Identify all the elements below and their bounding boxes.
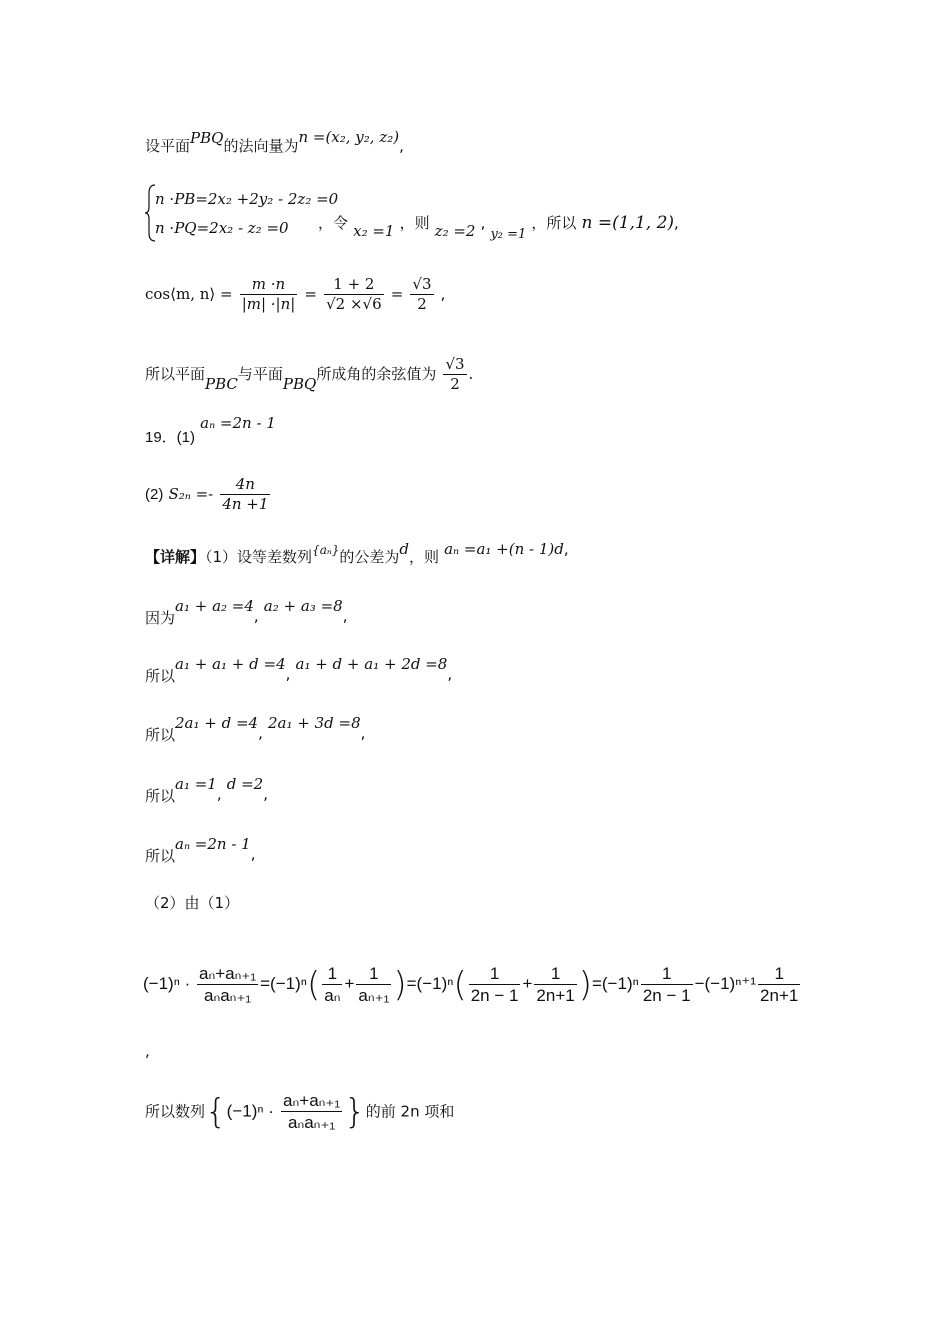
text: 所以平面 bbox=[145, 364, 206, 383]
text: , bbox=[440, 284, 446, 303]
numerator: 1 bbox=[322, 963, 342, 985]
equation: n =(1,1, 2) bbox=[581, 213, 675, 233]
left-paren: ( bbox=[453, 964, 467, 1005]
denominator: √2 ×√6 bbox=[326, 294, 382, 313]
fraction bbox=[758, 963, 800, 1007]
text: , bbox=[258, 724, 263, 742]
text: , bbox=[674, 214, 679, 232]
equation: S₂ₙ =- bbox=[168, 484, 214, 503]
fraction bbox=[410, 275, 433, 314]
text: , bbox=[216, 785, 222, 803]
equation: a₁ + a₁ + d =4 bbox=[175, 655, 286, 673]
fraction bbox=[443, 355, 466, 394]
equation: n ·PQ=2x₂ - z₂ =0 bbox=[155, 219, 289, 237]
text: , bbox=[250, 845, 256, 863]
fraction bbox=[197, 963, 258, 1007]
fraction bbox=[641, 963, 693, 1007]
question-19-part1 bbox=[145, 414, 276, 446]
detail-line bbox=[145, 540, 569, 566]
system-row-1 bbox=[155, 191, 338, 207]
equation: cos⟨m, n⟩ = bbox=[145, 284, 233, 303]
denominator: 2n − 1 bbox=[470, 986, 519, 1006]
text: , bbox=[360, 724, 366, 742]
text: 的法向量为 bbox=[223, 137, 299, 155]
step-3-line bbox=[145, 775, 268, 805]
denominator: aₙ₊₁ bbox=[358, 986, 390, 1006]
plane-label: PBQ bbox=[282, 374, 317, 393]
answer-line bbox=[145, 355, 473, 394]
denominator: 2n+1 bbox=[760, 986, 799, 1006]
denominator: 2n − 1 bbox=[642, 986, 691, 1006]
text: . bbox=[468, 364, 474, 383]
fraction bbox=[322, 963, 342, 1007]
text: 所以 bbox=[145, 726, 176, 744]
part-2-line bbox=[145, 895, 239, 911]
numerator: aₙ+aₙ₊₁ bbox=[281, 1090, 342, 1112]
plane-label: PBC bbox=[205, 374, 238, 393]
denominator: aₙ bbox=[324, 986, 341, 1006]
text: , bbox=[253, 607, 259, 625]
numerator: √3 bbox=[412, 275, 432, 293]
equation: z₂ =2 bbox=[434, 222, 476, 240]
text: , bbox=[480, 214, 486, 232]
plane-label: PBQ bbox=[190, 129, 224, 147]
text: 所成角的余弦值为 bbox=[316, 364, 437, 383]
fraction bbox=[220, 475, 270, 514]
term: =(−1)ⁿ bbox=[406, 974, 454, 994]
equation: 2a₁ + 3d =8 bbox=[267, 714, 361, 732]
equation: a₁ + d + a₁ + 2d =8 bbox=[295, 655, 448, 673]
text: , bbox=[285, 665, 291, 683]
normal-vector-line bbox=[145, 128, 404, 155]
text: , bbox=[342, 607, 348, 625]
detail-tag: 【详解】 bbox=[145, 548, 206, 566]
denominator: 4n +1 bbox=[222, 494, 269, 513]
sum-line bbox=[145, 1090, 454, 1134]
equation: a₁ =1 bbox=[175, 775, 217, 793]
equation: d =2 bbox=[226, 775, 264, 793]
numerator: aₙ+aₙ₊₁ bbox=[197, 963, 258, 985]
denominator: aₙaₙ₊₁ bbox=[288, 1113, 336, 1133]
numerator: 1 bbox=[534, 963, 576, 985]
operator: + bbox=[522, 974, 533, 994]
question-number: 19．(1) bbox=[145, 429, 196, 446]
because-line bbox=[145, 597, 348, 627]
denominator: 2n+1 bbox=[536, 986, 575, 1006]
term: =(−1)ⁿ bbox=[260, 974, 307, 994]
equation: aₙ =2n - 1 bbox=[175, 835, 251, 853]
step-2-line bbox=[145, 714, 366, 744]
text: 与平面 bbox=[237, 364, 283, 383]
text: 因为 bbox=[145, 609, 176, 627]
numerator: √3 bbox=[445, 355, 465, 373]
text: , bbox=[447, 665, 453, 683]
text: 的前 2n 项和 bbox=[365, 1102, 455, 1121]
text: ，所以 bbox=[531, 214, 577, 232]
term: (−1)ⁿ · bbox=[226, 1101, 274, 1121]
term: −(−1)ⁿ⁺¹ bbox=[694, 974, 757, 994]
text: 所以 bbox=[145, 667, 176, 685]
sequence: {aₙ} bbox=[312, 543, 340, 557]
question-19-part2 bbox=[145, 475, 272, 514]
equation: x₂ =1 bbox=[353, 222, 395, 240]
denominator: 2 bbox=[450, 374, 460, 393]
equation: a₂ + a₃ =8 bbox=[263, 597, 343, 615]
text: 设平面 bbox=[145, 137, 191, 155]
numerator: 4n bbox=[220, 475, 270, 495]
numerator: 1 bbox=[758, 963, 800, 985]
numerator: 1 + 2 bbox=[324, 275, 384, 295]
text: ，则 bbox=[408, 548, 439, 566]
text: ，则 bbox=[399, 214, 430, 232]
variable: d bbox=[399, 540, 409, 558]
text: , bbox=[563, 540, 569, 558]
fraction bbox=[469, 963, 521, 1007]
numerator: 1 bbox=[641, 963, 693, 985]
text: （1）设等差数列 bbox=[205, 548, 313, 566]
text: 所以 bbox=[145, 847, 176, 865]
cosine-line: cos⟨m, n⟩ = $\frac{m \cdot n}{|m| \cdot|n|}$ = $\frac{1 + 2}{√2 \times√6}$ = $\frac{√3}{2}$ , bbox=[145, 275, 446, 313]
text: ，令 bbox=[318, 214, 349, 232]
text: , bbox=[263, 785, 268, 803]
fraction bbox=[356, 963, 391, 1007]
equation: n ·PB=2x₂ +2y₂ - 2z₂ =0 bbox=[155, 190, 339, 208]
denominator: aₙaₙ₊₁ bbox=[203, 986, 252, 1006]
left-brace: { bbox=[205, 1091, 227, 1132]
text: 所以数列 bbox=[145, 1102, 206, 1121]
answer: aₙ =2n - 1 bbox=[200, 414, 276, 432]
text: （2）由（1） bbox=[145, 894, 240, 912]
text: 的公差为 bbox=[339, 548, 400, 566]
lone-comma-line bbox=[145, 1043, 150, 1059]
equation: a₁ + a₂ =4 bbox=[175, 597, 254, 615]
left-paren: ( bbox=[306, 964, 321, 1005]
math-vector: n =(x₂, y₂, z₂) bbox=[298, 128, 400, 146]
fraction bbox=[534, 963, 576, 1007]
operator: + bbox=[344, 974, 355, 994]
telescoping-equation bbox=[143, 963, 802, 1007]
system-solution bbox=[318, 213, 679, 242]
question-label: (2) bbox=[145, 485, 164, 503]
text: , bbox=[145, 1042, 150, 1060]
fraction bbox=[240, 275, 298, 314]
text: , bbox=[399, 137, 404, 155]
right-paren: ) bbox=[578, 964, 592, 1005]
numerator: m ·n bbox=[240, 275, 298, 295]
fraction bbox=[324, 275, 384, 314]
right-brace: } bbox=[344, 1091, 366, 1132]
text: 所以 bbox=[145, 787, 176, 805]
fraction bbox=[281, 1090, 342, 1134]
numerator: 1 bbox=[356, 963, 391, 985]
equation: aₙ =a₁ +(n - 1)d bbox=[444, 540, 564, 558]
step-4-line bbox=[145, 835, 256, 865]
numerator: 1 bbox=[469, 963, 521, 985]
step-1-line bbox=[145, 655, 453, 685]
right-paren: ) bbox=[393, 964, 407, 1005]
denominator: |m| ·|n| bbox=[241, 294, 296, 313]
equation: y₂ =1 bbox=[490, 227, 527, 242]
term: (−1)ⁿ · bbox=[143, 974, 191, 994]
system-row-2 bbox=[155, 220, 289, 236]
term: =(−1)ⁿ bbox=[591, 974, 639, 994]
denominator: 2 bbox=[417, 294, 427, 313]
equation: 2a₁ + d =4 bbox=[175, 714, 259, 732]
